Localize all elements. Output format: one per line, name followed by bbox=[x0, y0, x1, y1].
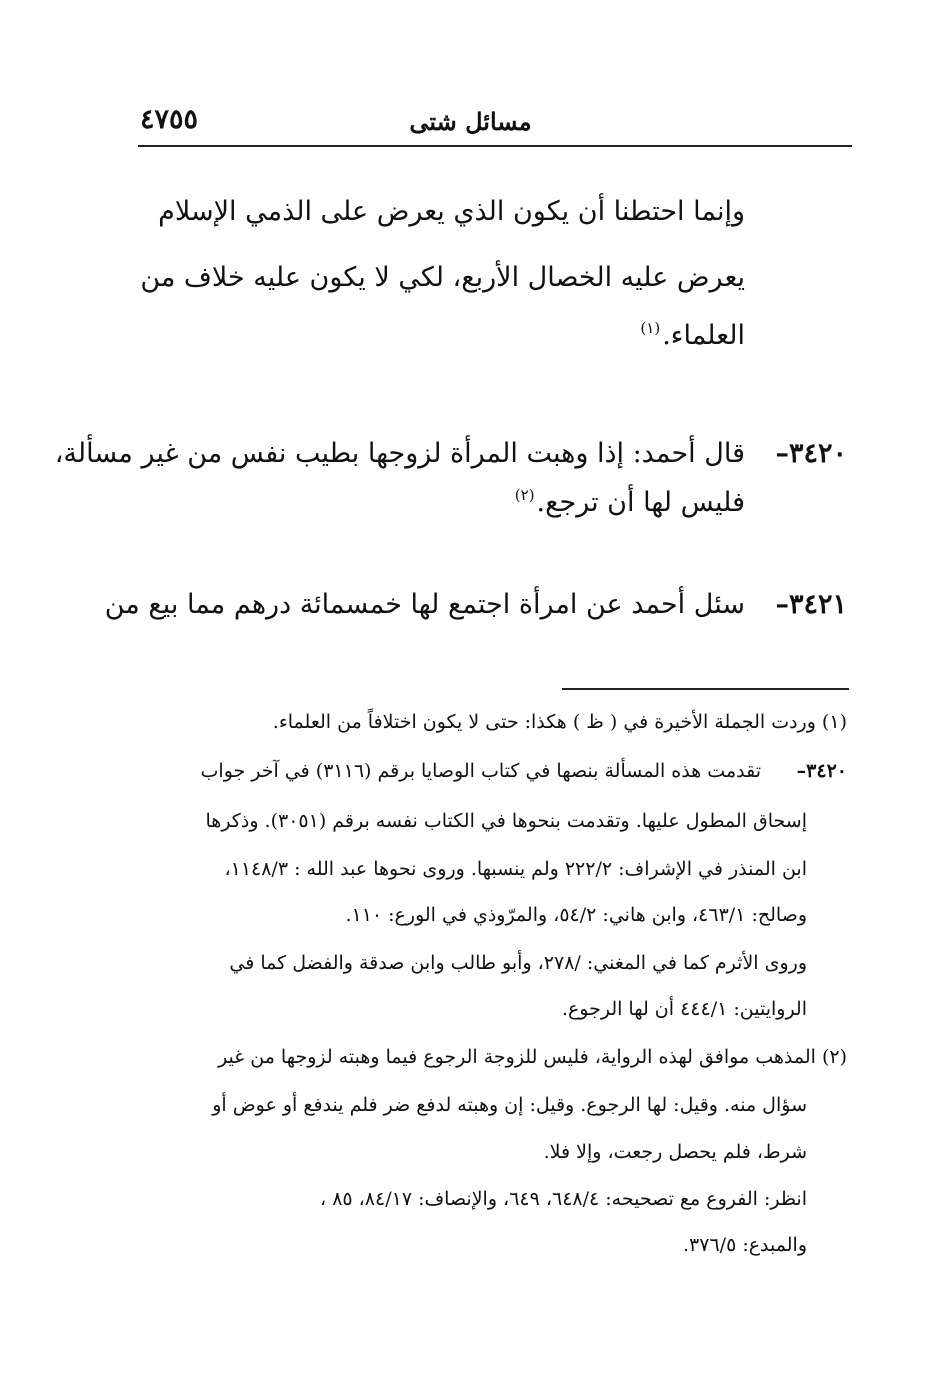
footnote-line: وروى الأثرم كما في المغني: /٢٧٨، وأبو طالب وابن صدقة والفضل كما في bbox=[229, 952, 807, 974]
main-line-text: فليس لها أن ترجع. bbox=[536, 487, 745, 518]
footnote-line: وصالح: ٤٦٣/١، وابن هاني: ٥٤/٢، والمرّوذي في الورع: ١١٠. bbox=[345, 904, 807, 926]
footnote-line: إسحاق المطول عليها. وتقدمت بنحوها في الكتاب نفسه برقم (٣٠٥١). وذكرها bbox=[205, 810, 807, 832]
main-line: سئل أحمد عن امرأة اجتمع لها خمسمائة درهم مما بيع من bbox=[104, 589, 745, 620]
footnote-ref: (٢) bbox=[514, 486, 535, 504]
footnote-line: والمبدع: ٣٧٦/٥. bbox=[683, 1234, 807, 1256]
question-number: ٣٤٢٠– bbox=[775, 438, 847, 469]
footnote-line: (١) وردت الجملة الأخيرة في ( ظ ) هكذا: حتى لا يكون اختلافاً من العلماء. bbox=[272, 711, 847, 733]
footnote-line: شرط، فلم يحصل رجعت، وإلا فلا. bbox=[543, 1141, 807, 1163]
main-line bbox=[640, 320, 745, 351]
footnote-line: انظر: الفروع مع تصحيحه: ٦٤٨/٤، ٦٤٩، والإنصاف: ٨٤/١٧، ٨٥ ، bbox=[320, 1188, 807, 1210]
main-line: يعرض عليه الخصال الأربع، لكي لا يكون عليه خلاف من bbox=[140, 262, 745, 293]
header-rule bbox=[138, 145, 852, 147]
page-number: ٤٧٥٥ bbox=[140, 104, 199, 135]
footnote-line: تقدمت هذه المسألة بنصها في كتاب الوصايا برقم (٣١١٦) في آخر جواب bbox=[200, 760, 761, 782]
footnote-line: سؤال منه. وقيل: لها الرجوع. وقيل: إن وهبته لدفع ضر فلم يندفع أو عوض أو bbox=[212, 1094, 807, 1116]
footnote-separator bbox=[562, 688, 849, 690]
running-header-title: مسائل شتى bbox=[409, 107, 532, 136]
main-line-text: العلماء. bbox=[662, 320, 745, 351]
question-number: ٣٤٢١– bbox=[775, 589, 847, 620]
footnote-line: (٢) المذهب موافق لهذه الرواية، فليس للزوجة الرجوع فيما وهبته لزوجها من غير bbox=[218, 1046, 847, 1068]
main-line bbox=[515, 487, 745, 518]
footnote-line: الروايتين: ٤٤٤/١ أن لها الرجوع. bbox=[561, 998, 807, 1020]
footnote-ref: (١) bbox=[640, 319, 661, 337]
footnote-line: ابن المنذر في الإشراف: ٢٢٢/٢ ولم ينسبها. وروى نحوها عبد الله : ١١٤٨/٣، bbox=[224, 858, 807, 880]
footnote-question-number: ٣٤٢٠– bbox=[796, 760, 847, 782]
main-line: قال أحمد: إذا وهبت المرأة لزوجها بطيب نفس من غير مسألة، bbox=[54, 438, 745, 469]
main-line: وإنما احتطنا أن يكون الذي يعرض على الذمي الإسلام bbox=[158, 196, 745, 227]
